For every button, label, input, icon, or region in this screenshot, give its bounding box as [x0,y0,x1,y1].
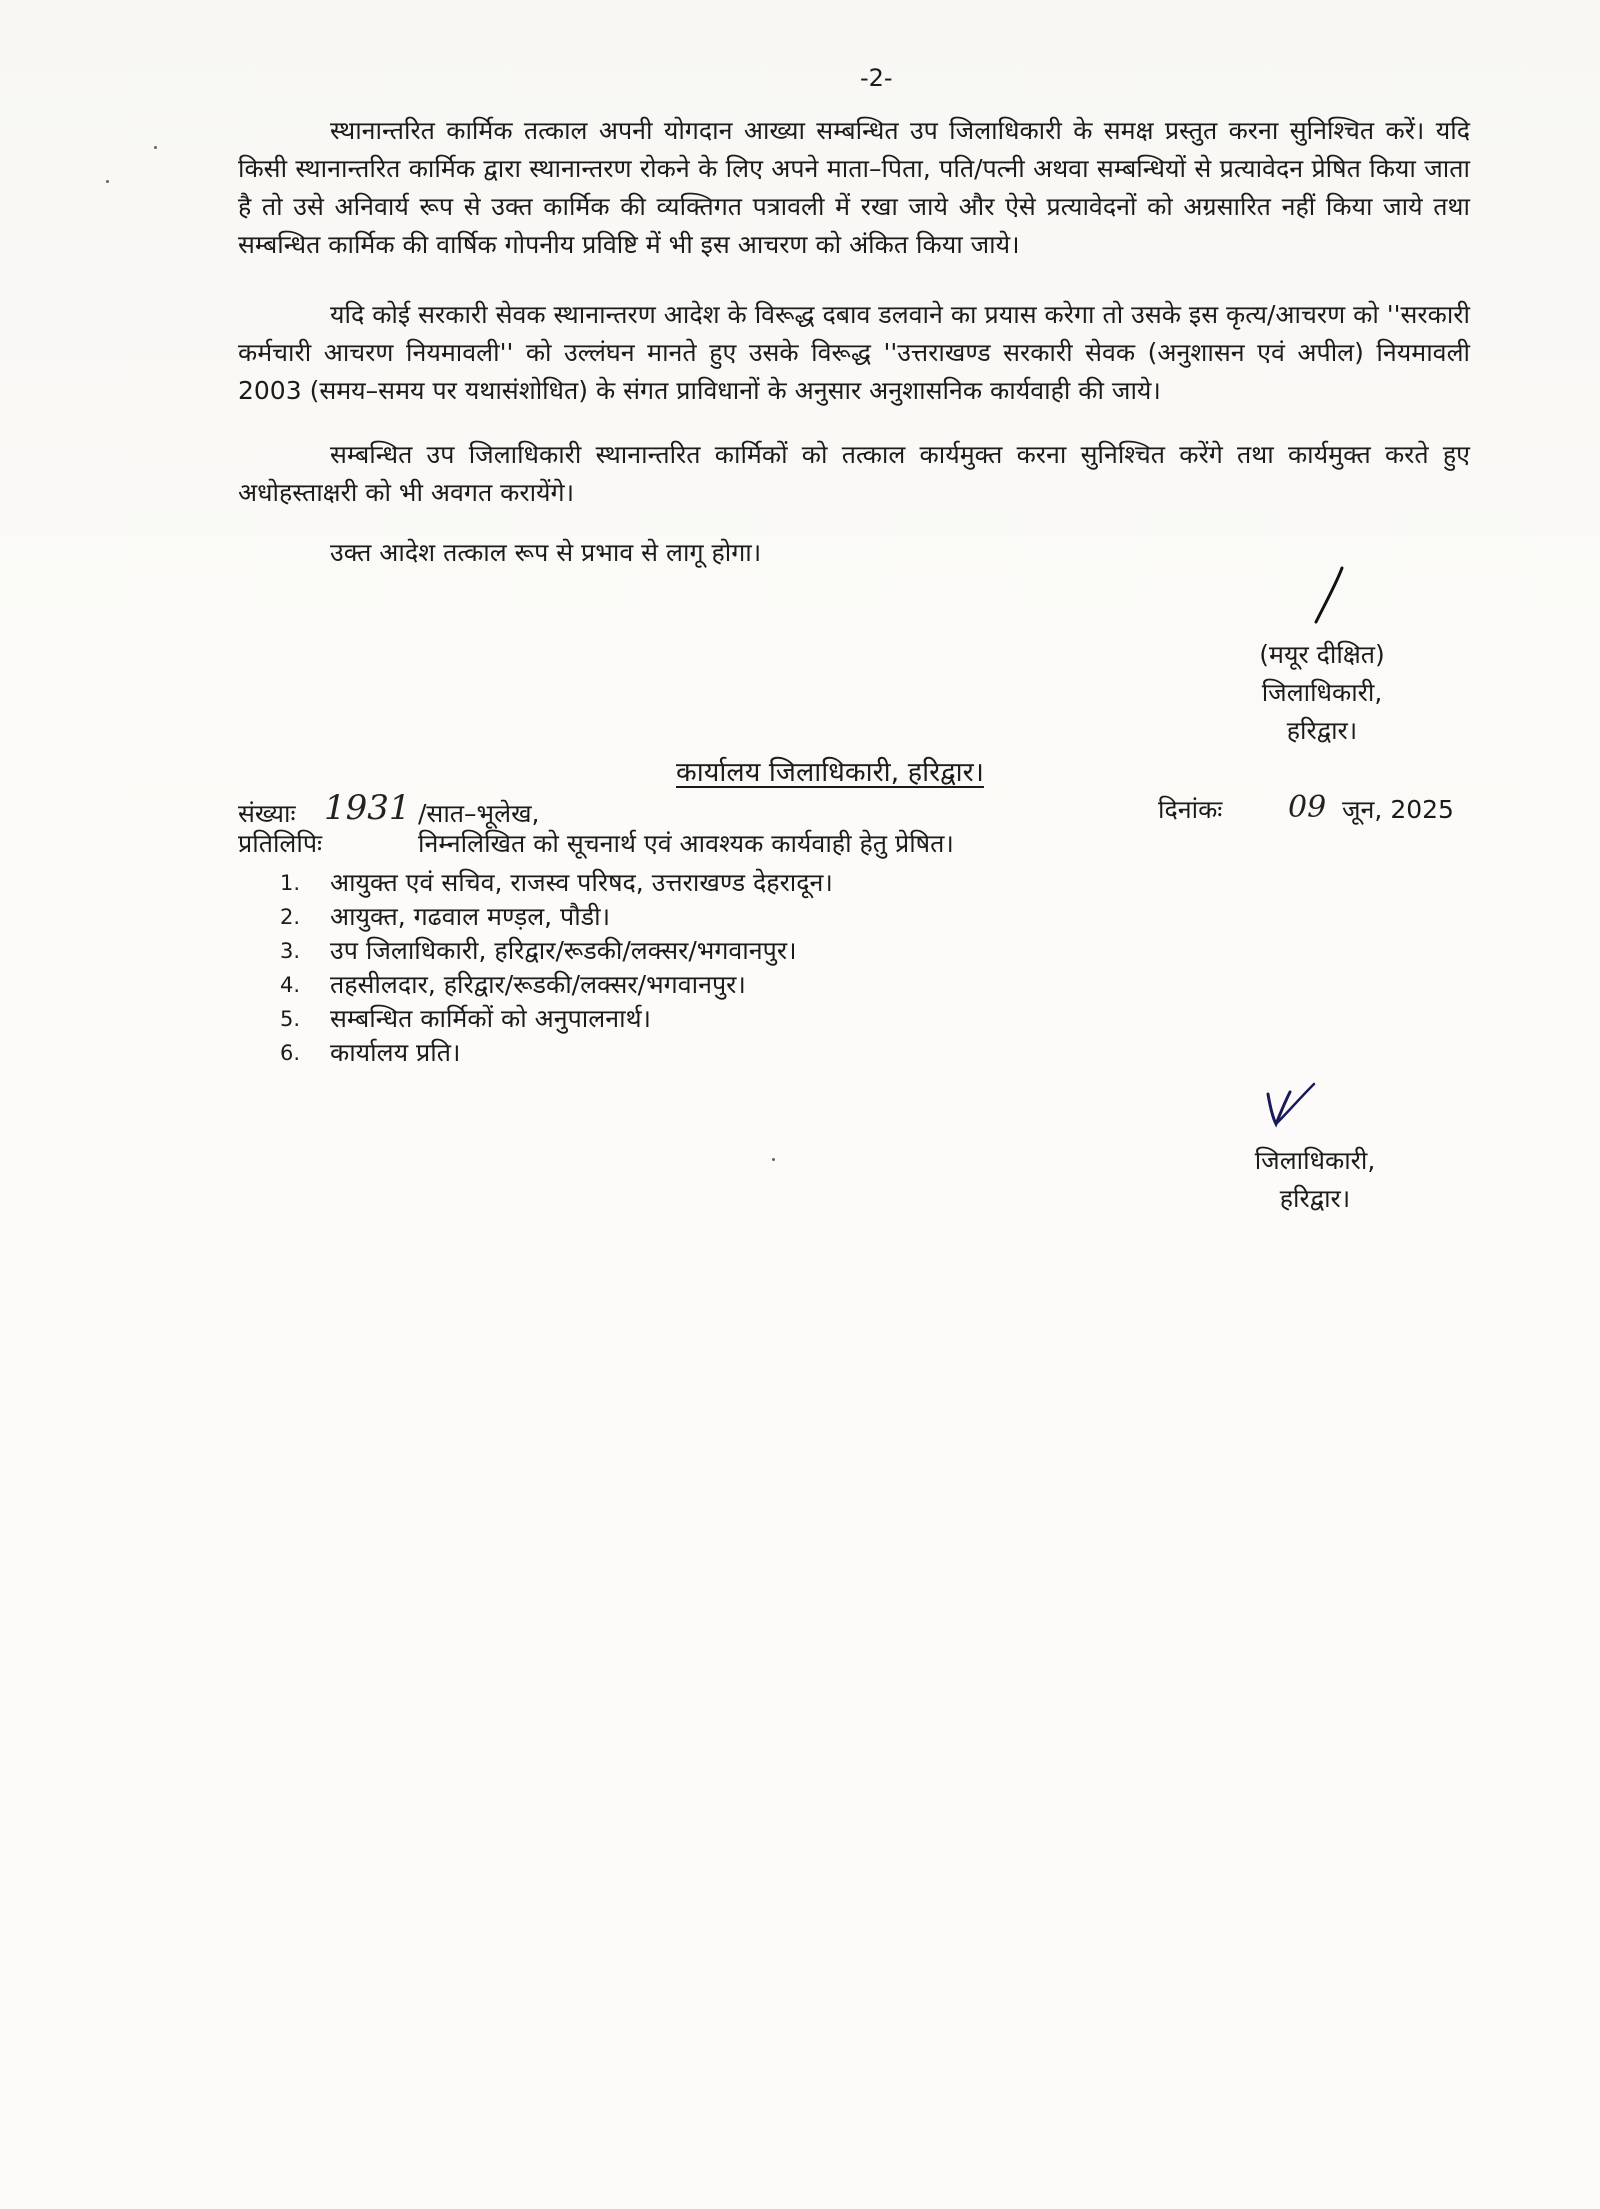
list-item [280,934,833,968]
paragraph-pressure-disciplinary: यदि कोई सरकारी सेवक स्थानान्तरण आदेश के विरूद्ध दबाव डलवाने का प्रयास करेगा तो उसके इस कृत्य/आचरण को ''सरकारी कर्मचारी आचरण नियमावली'' को उल्लंघन मानते हुए उसके विरूद्ध ''उत्तराखण्ड सरकारी सेवक (अनुशासन एवं अपील) नियमावली 2003 (समय–समय पर यथासंशोधित) के संगत प्राविधानों के अनुसार अनुशासनिक कार्यवाही की जाये। [238,300,1470,405]
list-item-text: उप जिलाधिकारी, हरिद्वार/रूडकी/लक्सर/भगवानपुर। [330,936,797,965]
signatory-designation: जिलाधिकारी, [1261,678,1383,707]
copy-to-text: निम्नलिखित को सूचनार्थ एवं आवश्यक कार्यवाही हेतु प्रेषित। [418,829,954,858]
signatory-designation: जिलाधिकारी, [1254,1146,1376,1175]
list-item [280,968,833,1002]
list-item-text: तहसीलदार, हरिद्वार/रूडकी/लक्सर/भगवानपुर। [330,970,746,999]
office-heading: कार्यालय जिलाधिकारी, हरिद्वार। [676,757,984,788]
reference-row [238,790,1478,830]
scan-speck [154,146,157,149]
list-item-text: आयुक्त, गढवाल मण्ड़ल, पौडी। [330,902,611,931]
paragraph-effective-order: उक्त आदेश तत्काल रूप से प्रभाव से लागू होगा। [330,538,762,567]
list-item-number: 2. [280,905,301,929]
paragraph-joining-report: स्थानान्तरित कार्मिक तत्काल अपनी योगदान आख्या सम्बन्धित उप जिलाधिकारी के समक्ष प्रस्तुत करना सुनिश्चित करें। यदि किसी स्थानान्तरित कार्मिक द्वारा स्थानान्तरण रोकने के लिए अपने माता–पिता, पति/पत्नी अथवा सम्बन्धियों से प्रत्यावेदन प्रेषित किया जाता है तो उसे अनिवार्य रूप से उक्त कार्मिक की व्यक्तिगत पत्रावली में रखा जाये और ऐसे प्रत्यावेदनों को अग्रसारित नहीं किया जाये तथा सम्बन्धित कार्मिक की वार्षिक गोपनीय प्रविष्टि में भी इस आचरण को अंकित किया जाये। [238,116,1470,259]
list-item [280,866,833,900]
list-item-number: 4. [280,973,301,997]
reference-label: संख्याः [238,799,296,828]
list-item [280,1002,833,1036]
reference-number: 1931 [324,788,411,828]
paragraph-relieve-staff: सम्बन्धित उप जिलाधिकारी स्थानान्तरित कार्मिकों को तत्काल कार्यमुक्त करना सुनिश्चित करेंगे तथा कार्यमुक्त करते हुए अधोहस्ताक्षरी को भी अवगत करायेंगे। [238,440,1470,507]
signature-initials-2 [1262,1080,1320,1136]
list-item-text: कार्यालय प्रति। [330,1038,461,1067]
scan-speck [106,180,109,183]
date-label: दिनांकः [1158,795,1223,824]
signatory-name: (मयूर दीक्षित) [1259,640,1385,669]
distribution-list [280,866,833,1070]
date-day: 09 [1288,790,1327,825]
list-item-text: सम्बन्धित कार्मिकों को अनुपालनार्थ। [330,1004,652,1033]
reference-suffix: /सात–भूलेख, [418,799,540,828]
date-month-year: जून, 2025 [1342,795,1454,824]
list-item-text: आयुक्त एवं सचिव, राजस्व परिषद, उत्तराखण्ड देहरादून। [330,868,833,897]
signatory-place: हरिद्वार। [1286,716,1358,745]
signature-block-copy [1220,1142,1410,1218]
page-number: -2- [860,64,893,92]
list-item-number: 1. [280,871,301,895]
list-item-number: 5. [280,1007,301,1031]
signatory-place: हरिद्वार। [1279,1184,1351,1213]
list-item [280,1036,833,1070]
scan-speck [772,1158,775,1161]
copy-to-label: प्रतिलिपिः [238,829,323,858]
signature-stroke-1 [1308,566,1348,626]
list-item [280,900,833,934]
signature-block-primary [1222,636,1422,750]
list-item-number: 3. [280,939,301,963]
list-item-number: 6. [280,1041,301,1065]
copy-to-row [238,826,1478,866]
